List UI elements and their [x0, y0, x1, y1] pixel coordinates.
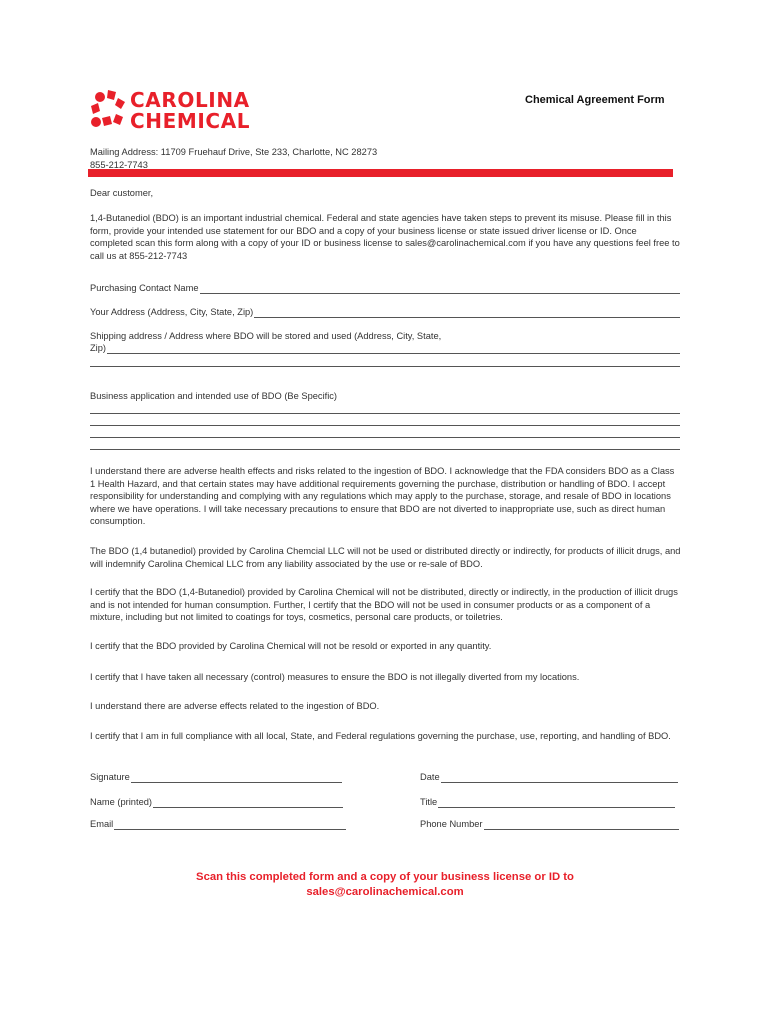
business-use-line-3[interactable]: [90, 437, 680, 438]
purchasing-contact-field[interactable]: [90, 282, 680, 294]
shipping-address-label: Shipping address / Address where BDO will be stored and used (Address, City, State,: [90, 331, 442, 341]
molecule-logo-icon: [88, 88, 128, 134]
statement-control-measures: I certify that I have taken all necessary (control) measures to ensure the BDO is not illegally diverted from my locations.: [90, 672, 580, 682]
statement-health-risks: I understand there are adverse health effects and risks related to the ingestion of BDO. I acknowledge that the FDA considers BDO as a Class 1 Health Hazard, and that certain states may have additional requirements governing the purchase, distribution or handling of BDO. I accept responsibility for understanding and complying with any regulations which may apply to the purchase, storage, and resale of BDO in locations where we have operations. I will take necessary precautions to ensure that BDO are not diverted to inappropriate use, such as direct human consumption.: [90, 466, 675, 526]
logo-line-chemical: CHEMICAL: [130, 109, 251, 133]
signature-label: Signature: [90, 772, 130, 782]
statement-compliance: I certify that I am in full compliance with all local, State, and Federal regulations governing the purchase, use, reporting, and handling of BDO.: [90, 731, 671, 741]
carolina-chemical-logo: [88, 88, 258, 136]
date-label: Date: [420, 772, 440, 782]
name-printed-field[interactable]: [90, 796, 343, 808]
company-phone: 855-212-7743: [90, 159, 148, 170]
email-line[interactable]: [114, 820, 346, 830]
mailing-address: Mailing Address: 11709 Fruehauf Drive, Ste 233, Charlotte, NC 28273: [90, 147, 378, 157]
form-title: Chemical Agreement Form: [525, 94, 665, 106]
title-field[interactable]: [420, 796, 675, 808]
statement-not-illicit: I certify that the BDO (1,4-Butanediol) provided by Carolina Chemical will not be distributed, directly or indirectly, in the production of illicit drugs and is not intended for human consumption. Further, I certify that the BDO will not be used in consumer products or as a component of a mixture, including but not limited to coatings for toys, cosmetics, personal care products, or toiletries.: [90, 587, 678, 622]
phone-number-field[interactable]: [420, 818, 679, 830]
intro-paragraph: 1,4-Butanediol (BDO) is an important industrial chemical. Federal and state agencies have taken steps to prevent its misuse. Please fill in this form, provide your intended use statement for our BDO and a copy of your business license or state issued driver license or ID. Once completed scan this form along with a copy of your ID or business license to sales@carolinachemical.com if you have any questions feel free to call us at 855-212-7743: [90, 213, 680, 261]
statement-adverse-effects: I understand there are adverse effects related to the ingestion of BDO.: [90, 701, 380, 711]
title-label: Title: [420, 797, 438, 807]
mailing-address-block: [90, 146, 377, 171]
email-field[interactable]: [90, 818, 346, 830]
scan-instructions: [90, 870, 680, 900]
business-use-line-4[interactable]: [90, 449, 680, 450]
shipping-address-field[interactable]: [90, 342, 680, 354]
business-use-line-1[interactable]: [90, 413, 680, 414]
purchasing-contact-line[interactable]: [200, 284, 680, 294]
email-label: Email: [90, 819, 114, 829]
your-address-field[interactable]: [90, 306, 680, 318]
shipping-address-label-zip: Zip): [90, 343, 107, 353]
your-address-label: Your Address (Address, City, State, Zip): [90, 307, 254, 317]
phone-number-label: Phone Number: [420, 819, 483, 829]
purchasing-contact-label: Purchasing Contact Name: [90, 283, 199, 293]
greeting: Dear customer,: [90, 188, 154, 198]
scan-instructions-line: Scan this completed form and a copy of your business license or ID to: [196, 871, 574, 883]
statement-indemnify: The BDO (1,4 butanediol) provided by Carolina Chemcial LLC will not be used or distributed directly or indirectly, for products of illicit drugs, and will indemnify Carolina Chemical LLC from any liability associated by the use or re-sale of BDO.: [90, 546, 681, 569]
statement-not-resold: I certify that the BDO provided by Carolina Chemical will not be resold or exported in any quantity.: [90, 641, 492, 651]
business-use-line-2[interactable]: [90, 425, 680, 426]
header-divider: [88, 169, 673, 177]
sales-email-link[interactable]: sales@carolinachemical.com: [306, 886, 464, 898]
logo-wordmark: [130, 90, 250, 132]
signature-field[interactable]: [90, 771, 342, 783]
shipping-address-extra-line[interactable]: [90, 366, 680, 367]
date-field[interactable]: [420, 771, 678, 783]
signature-line[interactable]: [131, 773, 342, 783]
business-use-label: Business application and intended use of BDO (Be Specific): [90, 391, 338, 401]
your-address-line[interactable]: [254, 308, 680, 318]
name-printed-line[interactable]: [153, 798, 343, 808]
phone-number-line[interactable]: [484, 820, 679, 830]
title-line[interactable]: [438, 798, 675, 808]
shipping-address-line[interactable]: [107, 344, 680, 354]
logo-line-carolina: CAROLINA: [130, 88, 250, 112]
name-printed-label: Name (printed): [90, 797, 153, 807]
date-line[interactable]: [441, 773, 678, 783]
